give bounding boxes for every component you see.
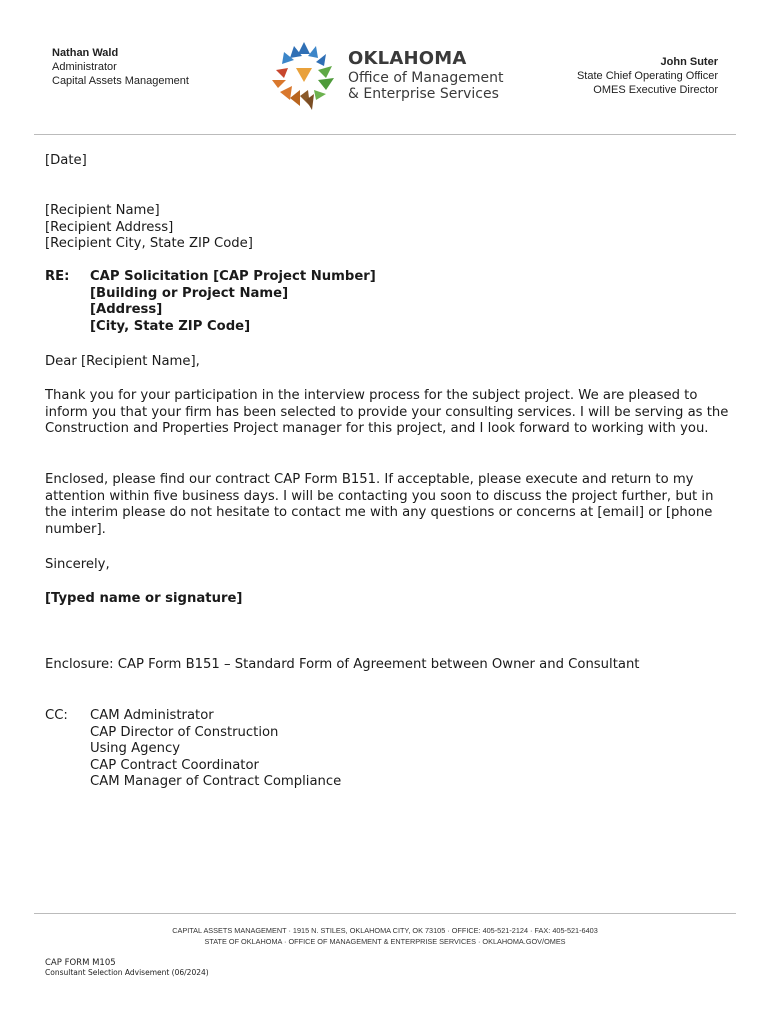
cc-item: CAM Manager of Contract Compliance [90, 774, 342, 789]
footer-address [34, 925, 736, 947]
omes-logo [268, 38, 528, 112]
recipient-city: [Recipient City, State ZIP Code] [45, 236, 253, 251]
form-name: Consultant Selection Advisement (06/2024) [45, 968, 209, 977]
re-label: RE: [45, 269, 70, 284]
footer-line-2: STATE OF OKLAHOMA · OFFICE OF MANAGEMENT & ENTERPRISE SERVICES · OKLAHOMA.GOV/OMES [204, 937, 566, 946]
footer-line-1: CAPITAL ASSETS MANAGEMENT · 1915 N. STILES, OKLAHOMA CITY, OK 73105 · OFFICE: 405-521-2124 · FAX: 405-521-6403 [172, 926, 598, 935]
cc-item: CAP Contract Coordinator [90, 757, 259, 773]
signature-placeholder: [Typed name or signature] [45, 591, 243, 606]
re-line-address: [Address] [90, 302, 163, 317]
salutation: Dear [Recipient Name], [45, 354, 200, 369]
omes-logo-mark-icon [268, 38, 340, 112]
coo-name: John Suter [660, 56, 718, 68]
cc-item: CAP Director of Construction [90, 724, 279, 740]
cc-item: CAM Administrator [90, 708, 214, 723]
enclosure-line: Enclosure: CAP Form B151 – Standard Form of Agreement between Owner and Consultant [45, 657, 640, 672]
coo-title: State Chief Operating Officer [576, 70, 718, 82]
re-line-solicitation: CAP Solicitation [CAP Project Number] [90, 269, 376, 284]
header-left-contact [52, 46, 189, 88]
director-title: OMES Executive Director [593, 84, 718, 96]
re-line-city: [City, State ZIP Code] [90, 318, 251, 334]
recipient-name: [Recipient Name] [45, 203, 160, 218]
re-subject-block [90, 269, 376, 335]
closing: Sincerely, [45, 557, 110, 572]
administrator-name: Nathan Wald [52, 47, 119, 59]
logo-title: OKLAHOMA [348, 48, 467, 69]
cc-label: CC: [45, 708, 68, 723]
recipient-address: [Recipient Address] [45, 219, 174, 235]
cc-item: Using Agency [90, 741, 181, 756]
form-number: CAP FORM M105 [45, 958, 116, 968]
body-paragraph-1: Thank you for your participation in the interview process for the subject project. We are pleased to inform you that your firm has been selected to provide your consulting services. I will be serving as the Construction and Properties Project manager for this project, and I look forward to working with you. [45, 388, 729, 436]
division-name: Capital Assets Management [52, 75, 189, 87]
header-divider [34, 134, 736, 135]
body-paragraph-2: Enclosed, please find our contract CAP Form B151. If acceptable, please execute and return to my attention within five business days. I will be contacting you soon to discuss the project further, but in the interim please do not hesitate to contact me with any questions or concerns at [email] or [phone number]. [45, 472, 714, 537]
recipient-block [45, 203, 253, 253]
letter-date: [Date] [45, 153, 87, 168]
logo-subtitle-line-1: Office of Management [348, 70, 504, 86]
re-line-building: [Building or Project Name] [90, 285, 289, 301]
logo-subtitle-line-2: & Enterprise Services [348, 86, 499, 102]
cc-list [90, 708, 341, 791]
header-right-contact [577, 55, 718, 97]
footer-divider [34, 913, 736, 914]
form-identifier [45, 958, 209, 978]
administrator-title: Administrator [52, 61, 117, 73]
